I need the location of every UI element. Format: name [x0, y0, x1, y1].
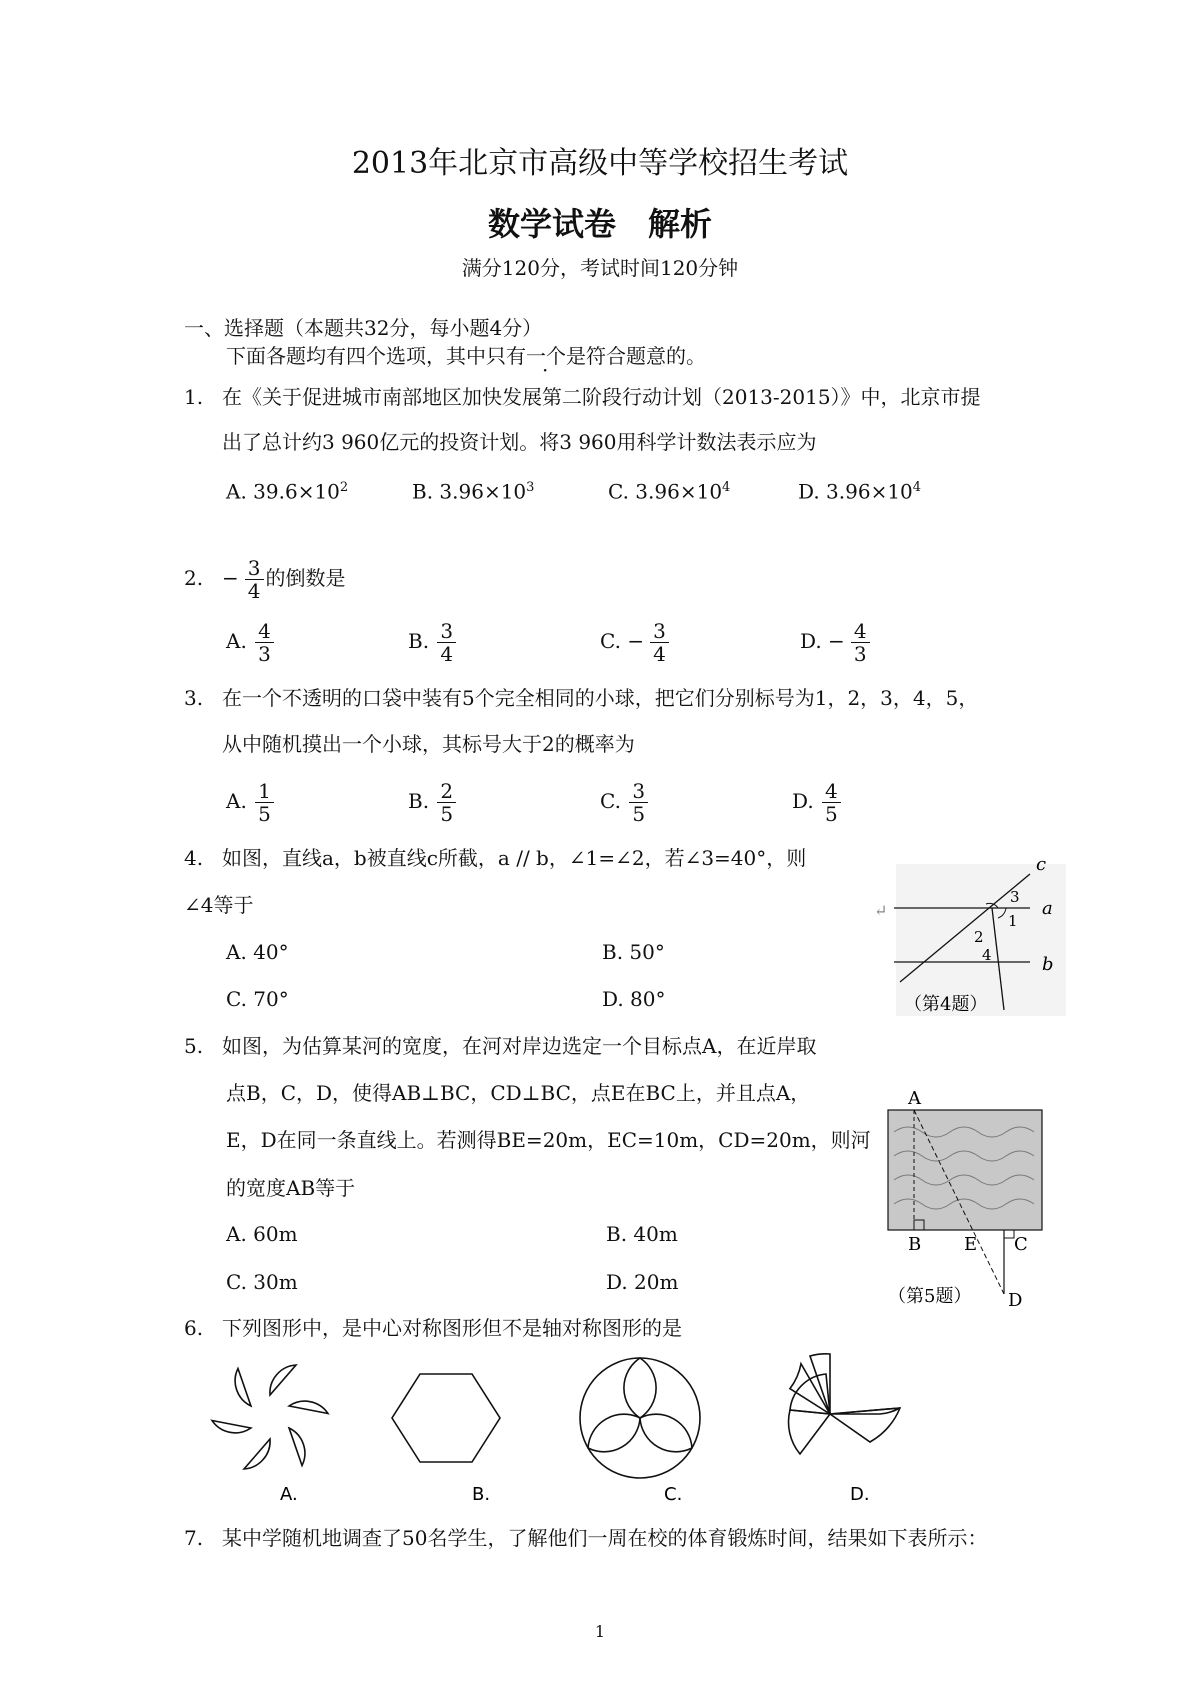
q1-number: 1.	[184, 385, 204, 409]
q7-number: 7.	[184, 1526, 204, 1550]
q2-option-d: D. − $\frac{4}{3}$	[800, 615, 872, 667]
q4-figure	[870, 860, 1070, 1030]
q3-option-b: B. $\frac{2}{5}$	[408, 775, 458, 827]
q3-line2: 从中随机摸出一个小球，其标号大于2的概率为	[222, 732, 635, 756]
q4-option-a: A. 40°	[226, 940, 289, 964]
q4-option-b: B. 50°	[602, 940, 665, 964]
q3-option-a: A. $\frac{1}{5}$	[226, 775, 276, 827]
q5-label-C: C	[1014, 1234, 1028, 1255]
q4-option-d: D. 80°	[602, 987, 666, 1011]
q6-figures	[210, 1352, 970, 1502]
q6-label-c: C.	[664, 1484, 683, 1502]
q6-stem: 下列图形中，是中心对称图形但不是轴对称图形的是	[222, 1316, 682, 1340]
paper-subtitle: 数学试卷 解析	[487, 205, 712, 243]
q2-number: 2.	[184, 566, 204, 590]
q6-figure-d	[782, 1354, 900, 1454]
q5-figure	[880, 1080, 1060, 1320]
q5-label-E: E	[964, 1234, 978, 1255]
q5-label-A: A	[908, 1088, 921, 1109]
q5-label-B: B	[908, 1234, 922, 1255]
q3-option-c: C. $\frac{3}{5}$	[600, 775, 650, 827]
q1-option-d: D. $3.96\times 10^4$	[798, 479, 922, 504]
q4-caption: （第4题）	[904, 994, 988, 1015]
q5-line2: 点B，C，D，使得AB⊥BC，CD⊥BC，点E在BC上，并且点A，	[226, 1081, 811, 1105]
q4-angle-3: 3	[1010, 888, 1020, 906]
q4-line2: ∠4等于	[184, 893, 254, 917]
exam-title: 2013年北京市高级中等学校招生考试	[351, 146, 849, 181]
q5-number: 5.	[184, 1034, 204, 1058]
q2-option-a: A. $\frac{4}{3}$	[226, 615, 276, 667]
q1-line1: 在《关于促进城市南部地区加快发展第二阶段行动计划（2013-2015）》中，北京市提	[222, 385, 981, 409]
q1-option-a: A. $39.6\times 10^2$	[226, 479, 349, 504]
q5-label-D: D	[1008, 1290, 1023, 1311]
q1-option-c: C. $3.96\times 10^4$	[608, 479, 731, 504]
page-number: 1	[594, 1622, 606, 1641]
q6-figure-c	[580, 1358, 700, 1478]
q6-label-b: B.	[472, 1484, 491, 1502]
q2-stem-fraction: $\frac{3}{4}$	[245, 557, 264, 602]
q5-line4: 的宽度AB等于	[226, 1176, 356, 1200]
q5-option-d: D. 20m	[606, 1270, 679, 1294]
q5-caption: （第5题）	[888, 1286, 972, 1307]
q1-line2: 出了总计约3 960亿元的投资计划。将3 960用科学计数法表示应为	[222, 430, 817, 454]
section-instruction: 下面各题均有四个选项，其中只有一个是符合题意的。	[226, 344, 706, 368]
emphasis-dotted: 一个	[526, 344, 566, 368]
section-heading: 一、选择题（本题共32分，每小题4分）	[184, 316, 543, 340]
q4-line1: 如图，直线a，b被直线c所截，a // b，∠1=∠2，若∠3=40°，则	[222, 846, 807, 870]
q6-label-d: D.	[850, 1484, 870, 1502]
svg-text:↵: ↵	[874, 901, 888, 920]
q3-number: 3.	[184, 686, 204, 710]
q4-label-b: b	[1042, 954, 1054, 975]
q5-line1: 如图，为估算某河的宽度，在河对岸边选定一个目标点A，在近岸取	[222, 1034, 817, 1058]
q2-stem: − $\frac{3}{4}$ 的倒数是	[222, 556, 346, 603]
q4-angle-2: 2	[974, 928, 984, 946]
q4-option-c: C. 70°	[226, 987, 289, 1011]
q5-line3: E，D在同一条直线上。若测得BE=20m，EC=10m，CD=20m，则河	[226, 1128, 871, 1152]
q4-number: 4.	[184, 846, 204, 870]
q6-label-a: A.	[280, 1484, 298, 1502]
q5-option-a: A. 60m	[226, 1222, 298, 1246]
q4-angle-4: 4	[982, 946, 992, 964]
q2-option-c: C. − $\frac{3}{4}$	[600, 615, 671, 667]
exam-meta: 满分120分，考试时间120分钟	[461, 256, 739, 280]
q5-option-c: C. 30m	[226, 1270, 298, 1294]
q3-line1: 在一个不透明的口袋中装有5个完全相同的小球，把它们分别标号为1，2，3，4，5，	[222, 686, 979, 710]
q2-option-b: B. $\frac{3}{4}$	[408, 615, 458, 667]
q5-option-b: B. 40m	[606, 1222, 678, 1246]
q7-stem: 某中学随机地调查了50名学生，了解他们一周在校的体育锻炼时间，结果如下表所示：	[222, 1526, 988, 1550]
q6-number: 6.	[184, 1316, 204, 1340]
q6-figure-a	[212, 1365, 328, 1469]
q1-option-b: B. $3.96\times 10^3$	[412, 479, 535, 504]
q4-label-c: c	[1036, 860, 1047, 875]
q3-option-d: D. $\frac{4}{5}$	[792, 775, 843, 827]
q4-label-a: a	[1042, 898, 1053, 919]
q6-figure-b	[392, 1374, 500, 1462]
q4-angle-1: 1	[1008, 912, 1018, 930]
